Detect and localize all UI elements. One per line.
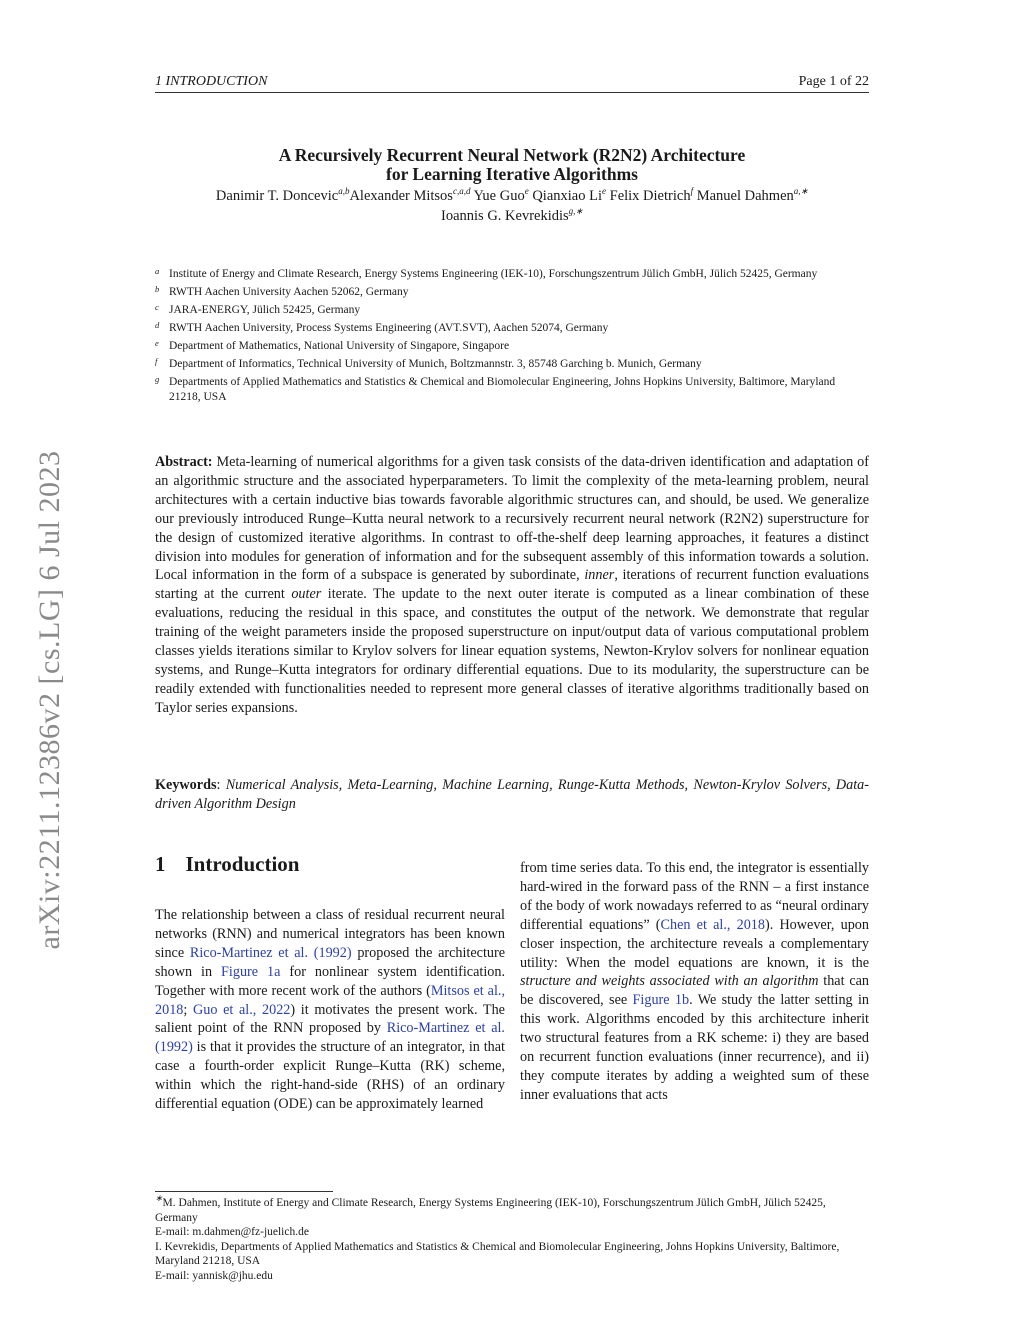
body-emphasis: structure and weights associated with an algorithm — [520, 973, 819, 990]
affiliation-text: Institute of Energy and Climate Research, Energy Systems Engineering (IEK-10), Forschungszentrum Jülich GmbH, Jülich 52425, Germany — [169, 268, 818, 280]
keywords-label: Keywords — [155, 777, 217, 793]
footnote-email[interactable]: E-mail: yannisk@jhu.edu — [155, 1269, 273, 1282]
author: Manuel Dahmen — [696, 188, 794, 204]
affiliation-mark: g — [155, 373, 160, 384]
body-text: ) it motivates the present work. The salient point of the RNN proposed by — [155, 1001, 505, 1037]
section-title: Introduction — [185, 852, 300, 876]
body-column-right — [520, 859, 869, 1105]
footnote-corresponding-kevrekidis — [155, 1240, 869, 1284]
body-column-left — [155, 906, 505, 1114]
footnote-text: I. Kevrekidis, Departments of Applied Mathematics and Statistics & Chemical and Biomolecular Engineering, Johns Hopkins University, Baltimore, Maryland 21218, USA — [155, 1240, 840, 1268]
author-affil-marks: e — [524, 186, 529, 197]
title-line-1: A Recursively Recurrent Neural Network (R2N2) Architecture — [278, 145, 746, 165]
affiliation-list — [155, 267, 869, 407]
affiliation-mark: f — [155, 355, 158, 366]
affiliation-text: Department of Mathematics, National University of Singapore, Singapore — [169, 339, 510, 352]
affiliation-mark: e — [155, 337, 159, 348]
author-affil-marks: a,b — [338, 186, 350, 197]
author: Alexander Mitsos — [349, 188, 453, 204]
author: Qianxiao Li — [532, 188, 602, 204]
affiliation-mark: c — [155, 301, 159, 312]
author-affil-marks: a,∗ — [793, 186, 809, 197]
footnote-divider — [155, 1191, 333, 1192]
arxiv-sidebar-stamp: arXiv:2211.12386v2 [cs.LG] 6 Jul 2023 — [33, 450, 66, 950]
affiliation — [155, 357, 869, 372]
footnote-mark: ∗ — [155, 1193, 163, 1204]
author: Danimir T. Doncevic — [215, 188, 339, 204]
figure-1b-link[interactable]: Figure 1b — [632, 992, 690, 1009]
body-text: . We study the latter setting in this work. Algorithms encoded by this architecture inherit two structural features from a RK scheme: i) they are based on recurrent function evaluations (inner recurrence), and ii) they compute iterates by adding a weighted sum of these inner evaluations that acts — [520, 992, 869, 1103]
body-text: proposed the architecture shown in — [155, 944, 506, 980]
affiliation-text: RWTH Aachen University, Process Systems Engineering (AVT.SVT), Aachen 52074, Germany — [169, 321, 609, 334]
affiliation-mark: b — [155, 283, 160, 294]
affiliation-text: JARA-ENERGY, Jülich 52425, Germany — [169, 303, 361, 316]
body-text: ; — [183, 1001, 188, 1018]
footnotes — [155, 1193, 869, 1284]
citation-link[interactable]: Mitsos et al., 2018 — [155, 982, 505, 1018]
citation-link[interactable]: Guo et al., 2022 — [193, 1001, 291, 1018]
footnote-corresponding-dahmen — [155, 1193, 869, 1240]
body-text: is that it provides the structure of an integrator, in that case a fourth-order explicit Runge–Kutta (RK) scheme, within which the right-hand-side (RHS) of an ordinary differential equation (ODE) can be approximately learned — [155, 1039, 505, 1113]
affiliation — [155, 321, 869, 336]
affiliation — [155, 285, 869, 300]
footnote-email[interactable]: E-mail: m.dahmen@fz-juelich.de — [155, 1226, 309, 1239]
body-text: for nonlinear system identification. Together with more recent work of the authors ( — [155, 963, 506, 999]
abstract-emphasis-outer: outer — [291, 586, 322, 603]
citation-link[interactable]: Chen et al., 2018 — [660, 916, 765, 933]
author: Felix Dietrich — [609, 188, 691, 204]
affiliation — [155, 267, 869, 282]
header-section: 1 INTRODUCTION — [155, 74, 268, 89]
citation-link[interactable]: Rico-Martinez et al. — [386, 1020, 505, 1037]
affiliation-mark: d — [155, 319, 160, 330]
keywords-text: Numerical Analysis, Meta-Learning, Machine Learning, Runge-Kutta Methods, Newton-Krylov Solvers, Data-driven Algorithm Design — [155, 777, 869, 812]
affiliation-text: RWTH Aachen University Aachen 52062, Germany — [169, 285, 409, 298]
affiliation-text: Departments of Applied Mathematics and Statistics & Chemical and Biomolecular Engineering, Johns Hopkins University, Baltimore, Maryland 21218, USA — [169, 375, 836, 403]
citation-year-link[interactable]: (1992) — [313, 944, 352, 961]
affiliation-text: Department of Informatics, Technical University of Munich, Boltzmannstr. 3, 85748 Garching b. Munich, Germany — [169, 357, 702, 370]
abstract-text: iterate. The update to the next outer iterate is computed as a linear combination of these evaluations, reducing the residual in this space, and constitutes the output of the network. We demonstrate that regular training of the weight parameters inside the proposed superstructure on input/output data of various computational problem classes yields iterations similar to Krylov solvers for linear equation systems, Newton-Krylov solvers for nonlinear equation systems, and Runge–Kutta integrators for ordinary differential equations. Due to its modularity, the superstructure can be readily extended with functionalities needed to represent more general classes of iterative algorithms traditionally based on Taylor series expansions. — [155, 586, 870, 716]
abstract-text: Meta-learning of numerical algorithms for a given task consists of the data-driven identification and adaptation of an algorithmic structure and the associated hyperparameters. To limit the complexity of the meta-learning problem, neural architectures with a certain inductive bias towards favorable algorithmic structures can, and should, be used. We generalize our previously introduced Runge–Kutta neural network to a recursively recurrent neural network (R2N2) superstructure for the design of customized iterative algorithms. In contrast to off-the-shelf deep learning approaches, it features a distinct division into modules for generation of information and for the subsequent assembly of this information towards a solution. Local information in the form of a subspace is generated by subordinate, — [155, 454, 870, 584]
author-affil-marks: f — [690, 186, 694, 197]
abstract-emphasis-inner: inner — [584, 567, 615, 584]
header-page-number: Page 1 of 22 — [798, 74, 869, 89]
body-text: ). However, upon closer inspection, the architecture reveals a complementary utility: When the model equations are known, it is the — [520, 916, 869, 971]
affiliation-mark: a — [155, 266, 160, 276]
running-header — [155, 74, 869, 93]
author-affil-marks: g,∗ — [568, 206, 583, 217]
section-number: 1 — [155, 852, 166, 876]
author: Ioannis G. Kevrekidis — [441, 208, 569, 224]
body-text: The relationship between a class of residual recurrent neural networks (RNN) and numerical integrators has been known since — [155, 907, 505, 961]
author-list — [155, 186, 869, 226]
abstract-text: , iterations of recurrent function evaluations starting at the current — [155, 567, 870, 603]
affiliation — [155, 303, 869, 318]
citation-link[interactable]: Rico-Martinez et al. — [189, 944, 309, 961]
author-affil-marks: c,a,d — [452, 186, 471, 197]
abstract — [155, 453, 869, 718]
title-line-2: for Learning Iterative Algorithms — [386, 164, 638, 184]
affiliation — [155, 339, 869, 354]
author-affil-marks: e — [602, 186, 606, 197]
body-text: that can be discovered, see — [520, 973, 870, 1009]
section-heading — [155, 852, 299, 877]
body-text: from time series data. To this end, the integrator is essentially hard-wired in the forward pass of the RNN – a first instance of the body of work nowadays referred to as “neural ordinary differential equations” ( — [520, 860, 869, 933]
paper-title — [155, 146, 869, 184]
citation-year-link[interactable]: (1992) — [155, 1039, 193, 1056]
abstract-label: Abstract: — [155, 454, 213, 470]
author: Yue Guo — [473, 188, 525, 204]
keywords: Keywords: Numerical Analysis, Meta-Learning, Machine Learning, Runge-Kutta Methods, Newton-Krylov Solvers, Data-driven Algorithm Design — [155, 777, 869, 812]
figure-1a-link[interactable]: Figure 1a — [221, 963, 281, 980]
affiliation — [155, 375, 869, 404]
footnote-text: M. Dahmen, Institute of Energy and Climate Research, Energy Systems Engineering (IEK-10), Forschungszentrum Jülich GmbH, Jülich 52425, Germany — [155, 1197, 826, 1224]
